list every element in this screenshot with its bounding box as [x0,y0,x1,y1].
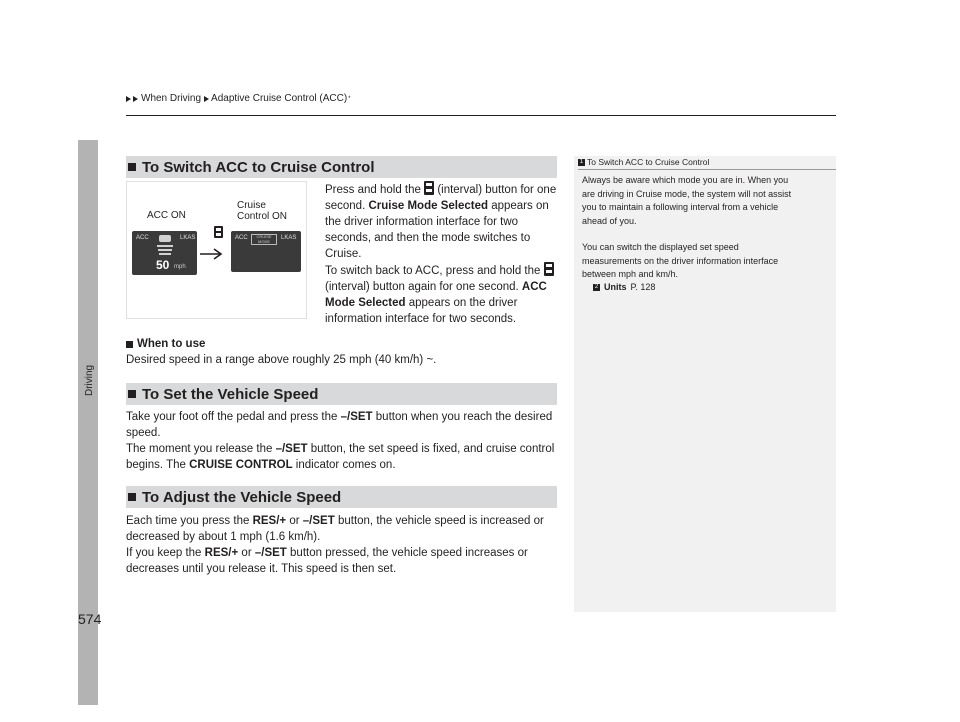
figure-label-acc-on: ACC ON [147,210,186,221]
when-to-use-heading: When to use [126,338,205,350]
breadcrumb [126,93,351,104]
units-reference-link[interactable]: 2 Units P. 128 [594,282,656,292]
side-note-title: 1 To Switch ACC to Cruise Control [579,157,710,167]
interval-button-icon [424,181,434,195]
header-rule [126,115,836,116]
breadcrumb-level2[interactable]: Adaptive Cruise Control (ACC) [211,93,348,104]
figure-label-cruise-line2: Control ON [237,211,288,222]
side-note-paragraph2: You can switch the displayed set speed measurements on the driver information interface between mph and km/h. [582,242,779,279]
cruise-mode-indicator [251,234,277,245]
page-number: 574 [78,611,102,627]
heading-square-icon [128,493,136,501]
heading-square-icon [128,163,136,171]
figure-label-cruise-line1: Cruise [237,200,266,211]
breadcrumb-arrow-icon [133,96,138,102]
heading-square-icon [126,341,133,348]
screen-speed: 50 [156,258,170,272]
section-heading-adjust-speed [126,486,557,508]
section-heading-text: To Set the Vehicle Speed [142,385,319,403]
screen-lkas-label: LKAS [281,235,297,241]
when-to-use-text: Desired speed in a range above roughly 25 mph (40 km/h) ~. [126,354,437,366]
breadcrumb-arrow-icon [204,96,209,102]
display-acc-screen [132,231,197,275]
breadcrumb-asterisk: * [348,95,351,102]
cruise-mode-line1: CRUISE [256,234,272,239]
screen-lkas-label: LKAS [180,235,196,241]
section3-paragraph: Each time you press the RES/+ or –/SET button, the vehicle speed is increased or decreased by about 1 mph (1.6 km/h). If you keep the RES/+ or –/SET button pressed, the vehicle speed increases or decreases until you release it. This speed is then set. [126,515,544,575]
display-cruise-screen [231,231,301,272]
mode-switch-figure [126,181,307,319]
cruise-mode-line2: MODE [258,238,270,244]
screen-speed-unit: mph [174,264,186,270]
breadcrumb-level1[interactable]: When Driving [141,93,202,104]
section-heading-text: To Adjust the Vehicle Speed [142,488,342,506]
section-heading-text: To Switch ACC to Cruise Control [142,158,375,176]
heading-square-icon [128,390,136,398]
screen-acc-label: ACC [235,235,248,241]
chapter-label: Driving [84,364,95,396]
section-heading-set-speed [126,383,557,405]
vehicle-ahead-icon [156,234,174,258]
side-note-rule [578,169,836,170]
note-number-icon: 1 [579,158,584,165]
arrow-right-icon [198,247,224,261]
screen-acc-label: ACC [136,235,149,241]
section-heading-switch-acc [126,156,557,178]
section2-paragraph: Take your foot off the pedal and press the –/SET button when you reach the desired speed. The moment you release the –/SET button, the set speed is fixed, and cruise control begins. The CRUISE CONTROL indicator comes on. [126,411,555,471]
breadcrumb-arrow-icon [126,96,131,102]
side-note-paragraph1: Always be aware which mode you are in. When you are driving in Cruise mode, the system will not assist you to maintain a following interval from a vehicle ahead of you. [582,175,792,226]
interval-button-icon [544,262,554,276]
reference-arrow-icon: 2 [594,283,599,290]
interval-button-icon [214,226,223,238]
section1-paragraph: Press and hold the (interval) button for one second. Cruise Mode Selected appears on the driver information interface for two seconds, and then the mode switches to Cruise. To switch back to ACC, press and hold the (interval) button again for one second. ACC Mode Selected appears on the driver information interface for two seconds. [325,181,561,327]
